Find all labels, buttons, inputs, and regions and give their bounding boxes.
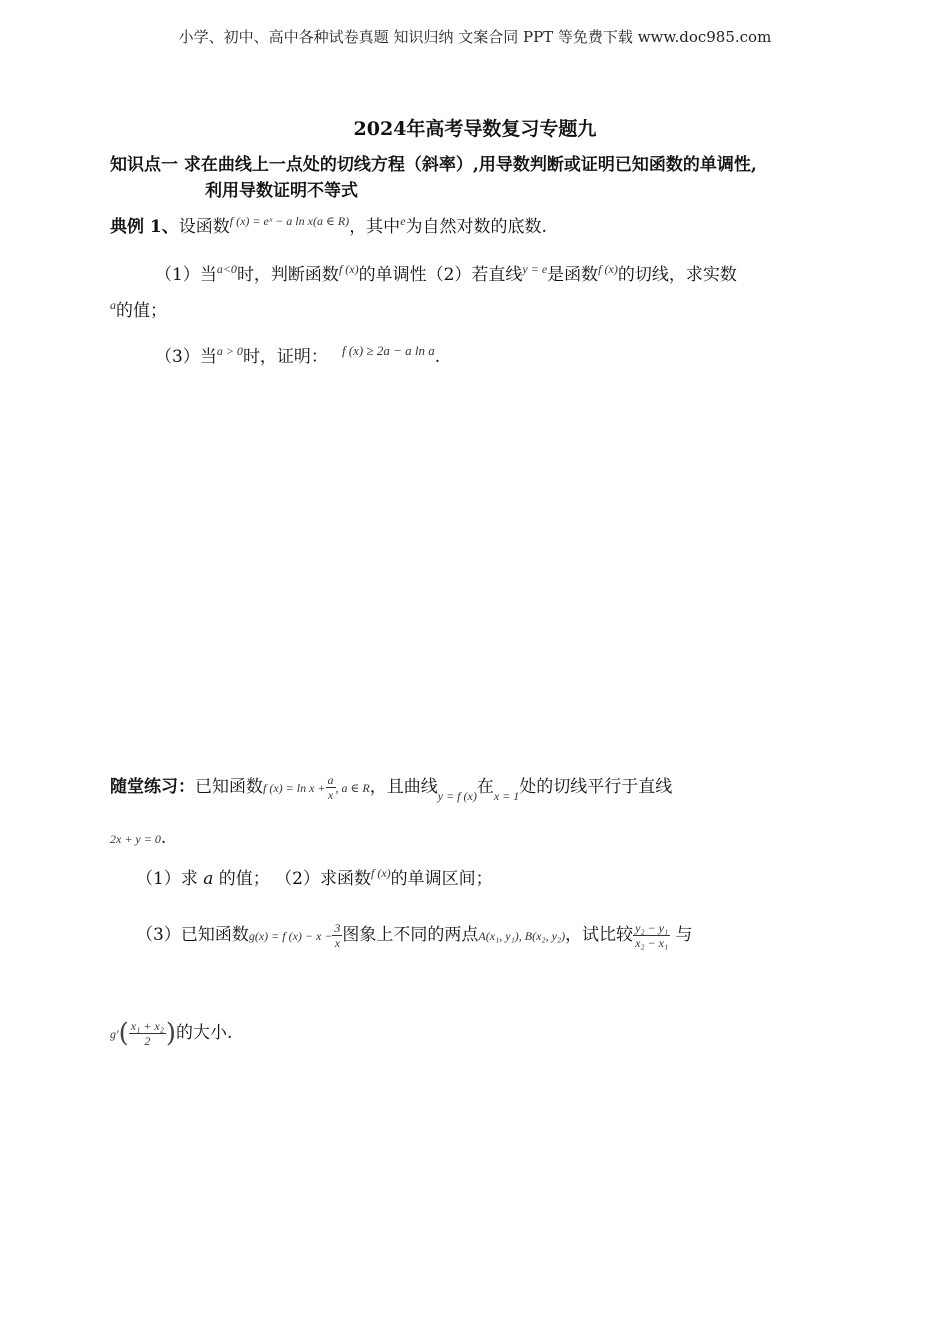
q3-text: （3）当 [155, 347, 217, 367]
q2-line-formula: y = e [522, 262, 548, 276]
euler-e-symbol: e [400, 214, 406, 228]
left-paren: ( [118, 1018, 129, 1049]
practice-label: 随堂练习： [110, 777, 195, 797]
practice-text: 已知函数 [195, 777, 263, 797]
q1-text: 时，判断函数 [236, 265, 339, 285]
practice-midpoint-fraction [129, 1019, 166, 1048]
q3-text: 时，证明： [242, 347, 328, 367]
practice-point: x = 1 [493, 789, 520, 803]
example-1-label: 典例 1、 [110, 217, 179, 237]
practice-fraction-a-over-x [326, 773, 336, 802]
right-paren: ) [165, 1018, 177, 1049]
practice-question-1-2 [136, 864, 493, 889]
g-prime-symbol: g′ [110, 1027, 119, 1041]
fraction-numerator: x₁ + x₂ [130, 1019, 164, 1033]
example-1-function-formula: f (x) = eˣ − a ln x(a ∈ R) [229, 214, 350, 228]
page-title: 2024年高考导数复习专题九 [353, 118, 597, 140]
practice-slope-fraction [633, 921, 670, 950]
practice-function-right: , a ∈ R [335, 781, 370, 795]
q1-function: f (x) [338, 262, 359, 276]
practice-text: . [160, 828, 167, 848]
fraction-numerator: 3 [334, 921, 341, 935]
q2-text: 是函数 [547, 265, 599, 285]
q1-condition: a<0 [216, 262, 237, 276]
q3-text: . [434, 347, 441, 367]
fraction-numerator: y₂ − y₁ [635, 921, 669, 935]
q1-text: （1）当 [155, 265, 217, 285]
q2-text: 的值； [116, 301, 167, 321]
practice-question-3 [136, 920, 693, 950]
practice-q2-function: f (x) [371, 866, 391, 880]
fraction-numerator: a [327, 773, 334, 787]
practice-q3-text: 与 [670, 925, 693, 945]
practice-fraction-3-over-x [332, 921, 342, 950]
practice-question-3-continued [110, 1018, 232, 1049]
practice-q1-variable: a [203, 869, 214, 889]
example-1-stem [110, 212, 547, 237]
practice-g-left: g(x) = f (x) − x − [248, 929, 333, 943]
fraction-denominator: x [327, 788, 334, 802]
example-1-text: 为自然对数的底数. [405, 217, 547, 237]
q1-text: 的单调性（2）若直线 [358, 265, 523, 285]
fraction-denominator: 2 [144, 1034, 151, 1048]
practice-stem [110, 772, 672, 802]
practice-text: 处的切线平行于直线 [519, 777, 673, 797]
practice-line-formula: 2x + y = 0 [110, 832, 161, 846]
site-header: 小学、初中、高中各种试卷真题 知识归纳 文案合同 PPT 等免费下载 www.doc985.com [178, 28, 772, 46]
practice-q1-text: （1）求 [136, 869, 204, 889]
practice-text: 在 [476, 777, 494, 797]
practice-q1-text: 的值； （2）求函数 [213, 869, 371, 889]
practice-q3-text: 的大小. [176, 1023, 233, 1043]
practice-points: A(x₁, y₁), B(x₂, y₂) [478, 929, 566, 943]
knowledge-point-heading-line2: 利用导数证明不等式 [205, 181, 358, 201]
practice-q3-text: ，试比较 [565, 925, 634, 945]
q2-function: f (x) [598, 262, 618, 276]
fraction-denominator: x [334, 936, 341, 950]
q2-text: 的切线，求实数 [617, 265, 737, 285]
practice-function-left: f (x) = ln x + [263, 781, 326, 795]
knowledge-point-heading: 知识点一 求在曲线上一点处的切线方程（斜率）,用导数判断或证明已知函数的单调性, [110, 155, 757, 175]
practice-q3-text: （3）已知函数 [136, 925, 249, 945]
practice-text: ，且曲线 [369, 777, 438, 797]
example-1-question-1-2 [155, 260, 737, 285]
q3-condition: a > 0 [216, 344, 243, 358]
practice-curve: y = f (x) [437, 789, 477, 803]
example-1-text: ，其中 [349, 217, 401, 237]
fraction-denominator: x₂ − x₁ [635, 936, 669, 950]
practice-line [110, 828, 166, 848]
example-1-question-2-continued [110, 296, 167, 321]
q3-inequality: f (x) ≥ 2a − a ln a [341, 343, 435, 358]
example-1-question-3 [155, 342, 440, 367]
practice-q3-text: 图象上不同的两点 [342, 925, 479, 945]
example-1-text: 设函数 [178, 217, 230, 237]
q2-variable-a: a [110, 298, 116, 312]
practice-q2-text: 的单调区间； [390, 869, 493, 889]
